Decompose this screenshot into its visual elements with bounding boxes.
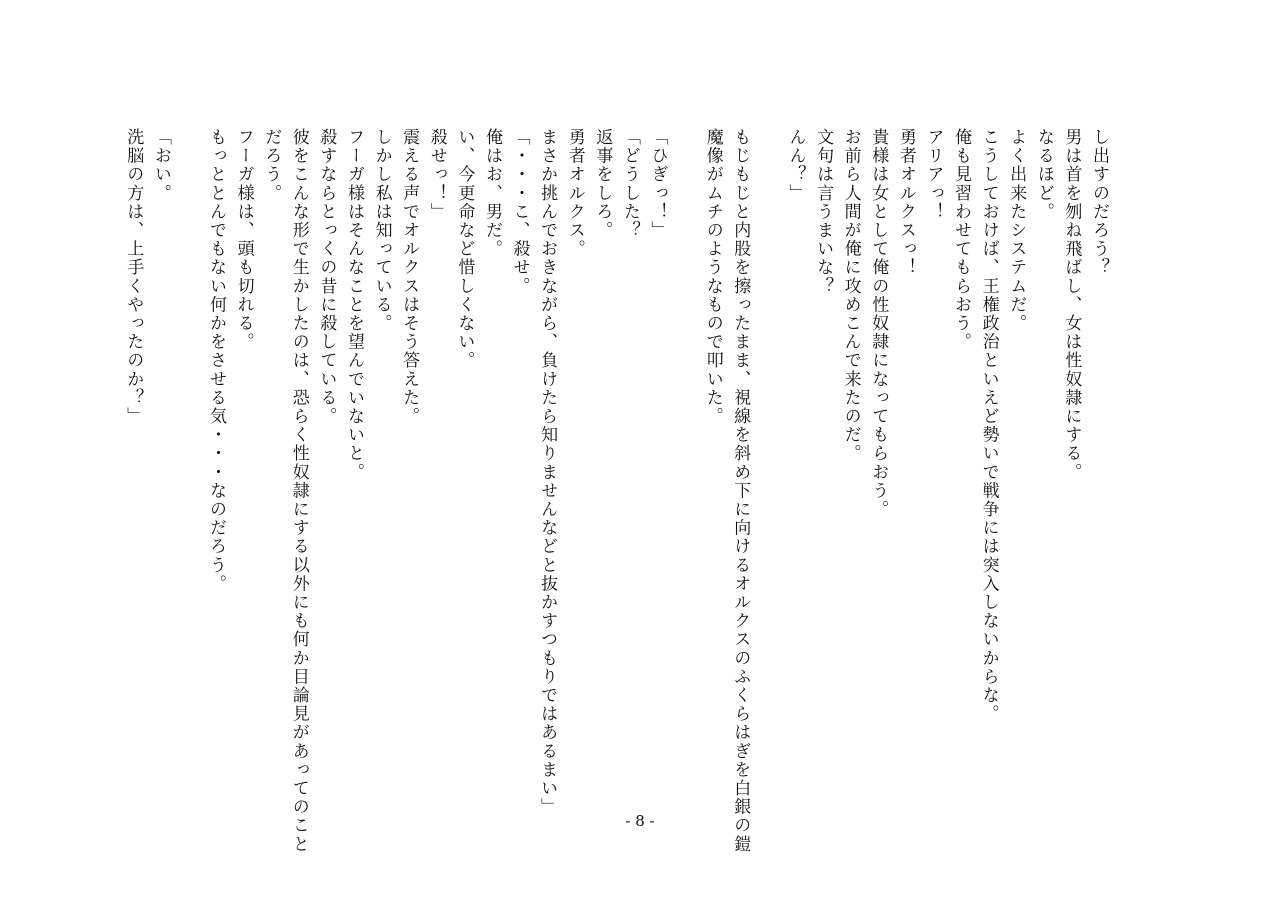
text-line: だろう。 <box>261 128 282 203</box>
text-line: もじもじと内股を擦ったまま、視線を斜め下に向けるオルクスのふくらはぎを白銀の鎧 <box>730 128 751 854</box>
blank-line <box>753 128 781 808</box>
text-line: もっととんでもない何かをさせる気・・・なのだろう。 <box>206 128 226 593</box>
text-line: 勇者オルクス。 <box>564 128 585 259</box>
text-line: 返事をしろ。 <box>592 128 613 240</box>
text-line: し出すのだろう？ <box>1089 128 1109 277</box>
text-line: 「ひぎっ！」 <box>647 128 668 240</box>
text-line: フーガ様は、頭も切れる。 <box>233 128 254 352</box>
text-line: まさか挑んでおきながら、負けたら知りませんなどと抜かすつもりではあるまい」 <box>537 128 558 817</box>
text-line: い、今更命など惜しくない。 <box>454 128 475 370</box>
text-line: 文句は言うまいな？ <box>813 128 834 296</box>
text-line: 「どうした？ <box>619 128 640 240</box>
blank-line <box>671 128 699 808</box>
text-line: 洗脳の方は、上手くやったのか？」 <box>123 128 144 426</box>
text-line: お前ら人間が俺に攻めこんで来たのだ。 <box>840 128 861 463</box>
text-line: 魔像がムチのようなもので叩いた。 <box>702 128 723 426</box>
text-line: んん？」 <box>785 128 806 203</box>
text-line: なるほど。 <box>1033 128 1054 221</box>
vertical-text-body <box>119 128 1112 854</box>
text-line: 勇者オルクスっ！ <box>895 128 916 277</box>
text-line: アリアっ！ <box>923 128 944 221</box>
text-line: 俺も見習わせてもらおう。 <box>951 128 972 352</box>
text-line: フーガ様はそんなことを望んでいないと。 <box>343 128 364 482</box>
text-line: 殺せっ！」 <box>426 128 447 221</box>
text-line: こうしておけば、王権政治といえど勢いで戦争には突入しないからな。 <box>978 128 999 724</box>
text-line: 震える声でオルクスはそう答えた。 <box>399 128 420 426</box>
text-line: 貴様は女として俺の性奴隷になってもらおう。 <box>868 128 889 519</box>
text-line: 「おい。 <box>150 128 171 203</box>
page-number: - 8 - <box>625 812 655 830</box>
text-line: しかし私は知っている。 <box>371 128 392 333</box>
blank-line <box>174 128 202 808</box>
text-line: 男は首を刎ね飛ばし、女は性奴隷にする。 <box>1061 128 1082 482</box>
text-line: 殺すならとっくの昔に殺している。 <box>316 128 337 426</box>
text-line: よく出来たシステムだ。 <box>1006 128 1027 333</box>
text-line: 「・・・こ、殺せ。 <box>509 128 530 296</box>
text-line: 彼をこんな形で生かしたのは、恐らく性奴隷にする以外にも何か目論見があってのこと <box>288 128 309 854</box>
text-line: 俺はお、男だ。 <box>481 128 502 259</box>
